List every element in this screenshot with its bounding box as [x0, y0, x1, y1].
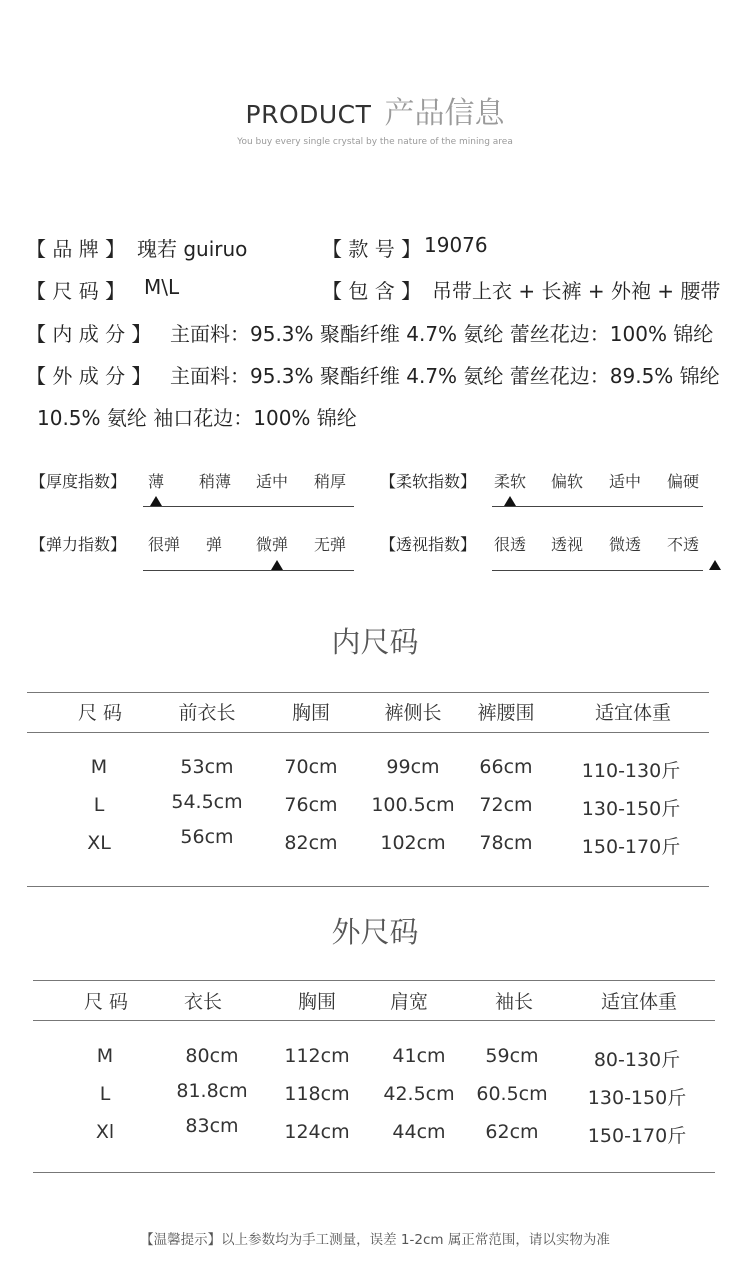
outer-table-header: 适宜体重 — [600, 991, 678, 1013]
transparency-marker-icon — [709, 560, 721, 570]
outer-table-cell: L — [99, 1083, 111, 1105]
outer-table-cell: 81.8cm — [176, 1080, 248, 1102]
softness-option: 柔软 — [494, 472, 527, 491]
include-label: 【 包 含 】 — [322, 279, 422, 303]
inner-table-cell: 56cm — [180, 826, 234, 848]
footer-note: 【温馨提示】以上参数均为手工测量，误差 1-2cm 属正常范围，请以实物为准 — [140, 1232, 610, 1248]
outer-table-cell: Xl — [95, 1121, 115, 1143]
inner-table-cell: M — [90, 756, 108, 778]
inner-table-cell: 54.5cm — [171, 791, 243, 813]
thickness-scale-line — [143, 506, 354, 507]
inner-table-cell: L — [93, 794, 105, 816]
thickness-option: 薄 — [148, 472, 165, 491]
outer-table-cell: 44cm — [392, 1121, 446, 1143]
inner-table-cell: 100.5cm — [371, 794, 455, 816]
outer-table-header-rule — [33, 1020, 715, 1021]
outer-table-header: 肩宽 — [389, 991, 429, 1013]
thickness-option: 适中 — [256, 472, 289, 491]
inner-composition-value: 主面料：95.3% 聚酯纤维 4.7% 氨纶 蕾丝花边：100% 锦纶 — [170, 322, 714, 346]
inner-table-cell: 99cm — [386, 756, 440, 778]
outer-table-cell: 83cm — [185, 1115, 239, 1137]
inner-table-header: 前衣长 — [178, 702, 236, 724]
inner-table-cell: 66cm — [479, 756, 533, 778]
inner-table-header: 尺 码 — [77, 702, 123, 724]
outer-table-cell: 59cm — [485, 1045, 539, 1067]
inner-table-cell: 78cm — [479, 832, 533, 854]
inner-table-header: 胸围 — [291, 702, 331, 724]
outer-table-bottom-rule — [33, 1172, 715, 1173]
transparency-option: 不透 — [667, 535, 700, 554]
inner-table-top-rule — [27, 692, 709, 693]
outer-composition-label: 【 外 成 分 】 — [26, 364, 152, 388]
inner-table-header: 适宜体重 — [594, 702, 672, 724]
outer-table-cell: 80cm — [185, 1045, 239, 1067]
size-label: 【 尺 码 】 — [26, 279, 126, 303]
inner-table-cell: XL — [87, 832, 111, 854]
inner-table-cell: 76cm — [284, 794, 338, 816]
inner-table-header: 裤侧长 — [384, 702, 442, 724]
outer-table-cell: 42.5cm — [383, 1083, 455, 1105]
style-value: 19076 — [424, 233, 488, 257]
softness-option: 偏硬 — [667, 472, 700, 491]
inner-table-cell: 150-170斤 — [581, 836, 681, 858]
elasticity-marker-icon — [271, 560, 283, 570]
brand-value: 瑰若 guiruo — [137, 237, 248, 261]
outer-table-cell: 130-150斤 — [587, 1087, 687, 1109]
thickness-option: 稍薄 — [199, 472, 232, 491]
page-title — [0, 88, 750, 132]
outer-table-cell: 41cm — [392, 1045, 446, 1067]
outer-table-cell: 118cm — [284, 1083, 350, 1105]
page-subtitle: You buy every single crystal by the nature of the mining area — [237, 137, 513, 147]
outer-table-header: 尺 码 — [83, 991, 129, 1013]
inner-table-cell: 82cm — [284, 832, 338, 854]
size-value: M\L — [144, 275, 180, 299]
transparency-index-label: 【透视指数】 — [380, 535, 477, 554]
outer-composition-value-cont: 10.5% 氨纶 袖口花边：100% 锦纶 — [37, 406, 357, 430]
thickness-index-label: 【厚度指数】 — [30, 472, 127, 491]
inner-table-cell: 130-150斤 — [581, 798, 681, 820]
brand-label: 【 品 牌 】 — [26, 237, 126, 261]
outer-table-cell: 60.5cm — [476, 1083, 548, 1105]
outer-table-cell: 150-170斤 — [587, 1125, 687, 1147]
softness-scale-line — [492, 506, 703, 507]
inner-size-title: 内尺码 — [331, 625, 419, 659]
include-value: 吊带上衣 + 长裤 + 外袍 + 腰带 — [432, 279, 721, 303]
outer-size-title: 外尺码 — [331, 915, 419, 949]
elasticity-scale-line — [143, 570, 354, 571]
thickness-option: 稍厚 — [314, 472, 347, 491]
softness-option: 偏软 — [551, 472, 584, 491]
outer-composition-value: 主面料：95.3% 聚酯纤维 4.7% 氨纶 蕾丝花边：89.5% 锦纶 — [170, 364, 720, 388]
title-en: PRODUCT — [245, 100, 372, 129]
inner-table-header-rule — [27, 732, 709, 733]
style-label: 【 款 号 】 — [322, 237, 422, 261]
inner-table-cell: 110-130斤 — [581, 760, 681, 782]
elasticity-index-label: 【弹力指数】 — [30, 535, 127, 554]
elasticity-option: 很弹 — [148, 535, 181, 554]
outer-table-header: 胸围 — [297, 991, 337, 1013]
inner-table-header: 裤腰围 — [477, 702, 535, 724]
softness-index-label: 【柔软指数】 — [380, 472, 477, 491]
outer-table-cell: 112cm — [284, 1045, 350, 1067]
elasticity-option: 无弹 — [314, 535, 347, 554]
inner-table-cell: 102cm — [380, 832, 446, 854]
softness-option: 适中 — [609, 472, 642, 491]
outer-table-cell: M — [96, 1045, 114, 1067]
transparency-option: 微透 — [609, 535, 642, 554]
elasticity-option: 弹 — [206, 535, 223, 554]
softness-marker-icon — [504, 496, 516, 506]
outer-table-cell: 80-130斤 — [593, 1049, 681, 1071]
transparency-option: 透视 — [551, 535, 584, 554]
inner-table-bottom-rule — [27, 886, 709, 887]
outer-table-top-rule — [33, 980, 715, 981]
inner-table-cell: 70cm — [284, 756, 338, 778]
elasticity-option: 微弹 — [256, 535, 289, 554]
inner-composition-label: 【 内 成 分 】 — [26, 322, 152, 346]
inner-table-cell: 72cm — [479, 794, 533, 816]
outer-table-header: 袖长 — [494, 991, 534, 1013]
outer-table-cell: 62cm — [485, 1121, 539, 1143]
transparency-option: 很透 — [494, 535, 527, 554]
outer-table-header: 衣长 — [183, 991, 223, 1013]
outer-table-cell: 124cm — [284, 1121, 350, 1143]
thickness-marker-icon — [150, 496, 162, 506]
title-zh: 产品信息 — [384, 96, 505, 131]
inner-table-cell: 53cm — [180, 756, 234, 778]
transparency-scale-line — [492, 570, 703, 571]
